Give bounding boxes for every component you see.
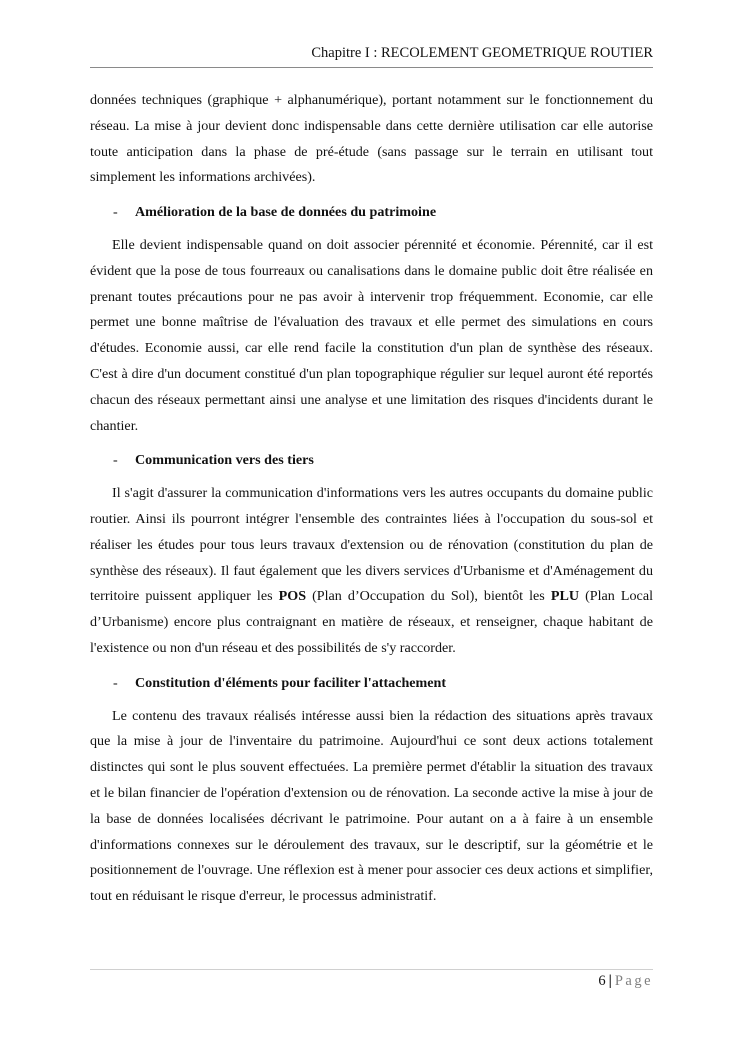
bullet-dash: - bbox=[113, 674, 118, 691]
section-paragraph-communication bbox=[90, 481, 653, 662]
section-heading-text: Amélioration de la base de données du patrimoine bbox=[135, 204, 437, 221]
header-divider bbox=[90, 67, 653, 68]
section-heading-communication bbox=[90, 448, 653, 474]
section-heading-attachement bbox=[90, 671, 653, 697]
paragraph-text: (Plan Local d’Urbanisme) encore plus contraignant en matière de réseaux, et renseigner, chaque habitant de l'existence ou non d'un réseau et des possibilités de s'y raccorder. bbox=[90, 588, 653, 656]
section-paragraph-patrimoine: Elle devient indispensable quand on doit associer pérennité et économie. Pérennité, car il est évident que la pose de tous fourreaux ou canalisations dans le domaine public doit être réalisée en prenant toutes précautions pour ne pas avoir à intervenir trop fréquemment. Economie, car elle permet une bonne maîtrise de l'évaluation des travaux et elle permet des simulations en cours d'études. Economie aussi, car elle rend facile la constitution d'un plan de synthèse des réseaux. C'est à dire d'un document constitué d'un plan topographique régulier sur lequel auront été reportés chacun des réseaux permettant ainsi une analyse et une limitation des risques d'incidents durant le chantier. bbox=[90, 236, 653, 434]
plu-term: PLU bbox=[550, 588, 580, 605]
paragraph-text: (Plan d’Occupation du Sol), bientôt les bbox=[306, 588, 551, 605]
footer-separator: | bbox=[608, 973, 612, 989]
page-header bbox=[90, 44, 653, 62]
intro-paragraph: données techniques (graphique + alphanumérique), portant notamment sur le fonctionnement du réseau. La mise à jour devient donc indispensable dans cette dernière utilisation car elle autorise toute anticipation dans la phase de pré-étude (sans passage sur le terrain en utilisant tout simplement les informations archivées). bbox=[90, 92, 653, 186]
page-body bbox=[90, 88, 653, 910]
paragraph-text: Il s'agit d'assurer la communication d'informations vers les autres occupants du domaine public routier. Ainsi ils pourront intégrer l'ensemble des contraintes liées à l'occupation du sous-sol et réaliser les études pour tous leurs travaux d'extension ou de rénovation (constitution du plan de synthèse des réseaux). Il faut également que les divers services d'Urbanisme et d'Aménagement du territoire puissent appliquer les bbox=[90, 485, 653, 605]
footer-divider bbox=[90, 969, 653, 970]
page-footer bbox=[598, 972, 653, 990]
chapter-title: Chapitre I : RECOLEMENT GEOMETRIQUE ROUTIER bbox=[311, 45, 653, 61]
page-label: Page bbox=[614, 973, 653, 989]
section-heading-text: Communication vers des tiers bbox=[135, 452, 314, 469]
pos-term: POS bbox=[278, 588, 307, 605]
page-number: 6 bbox=[598, 973, 606, 989]
bullet-dash: - bbox=[113, 204, 118, 221]
bullet-dash: - bbox=[113, 452, 118, 469]
section-heading-patrimoine bbox=[90, 200, 653, 226]
section-paragraph-attachement: Le contenu des travaux réalisés intéresse aussi bien la rédaction des situations après travaux que la mise à jour de l'inventaire du patrimoine. Aujourd'hui ce sont deux actions totalement distinctes qui sont le plus souvent effectuées. La première permet d'établir la situation des travaux et le bilan financier de l'opération d'extension ou de rénovation. La seconde active la mise à jour de la base de données localisées décrivant le patrimoine. Pour autant on a à faire à un ensemble d'informations connexes sur le déroulement des travaux, sur le descriptif, sur la géométrie et le positionnement de l'ouvrage. Une réflexion est à mener pour associer ces deux actions et simplifier, tout en réduisant le risque d'erreur, le processus administratif. bbox=[90, 707, 653, 905]
section-heading-text: Constitution d'éléments pour faciliter l'attachement bbox=[135, 674, 447, 691]
